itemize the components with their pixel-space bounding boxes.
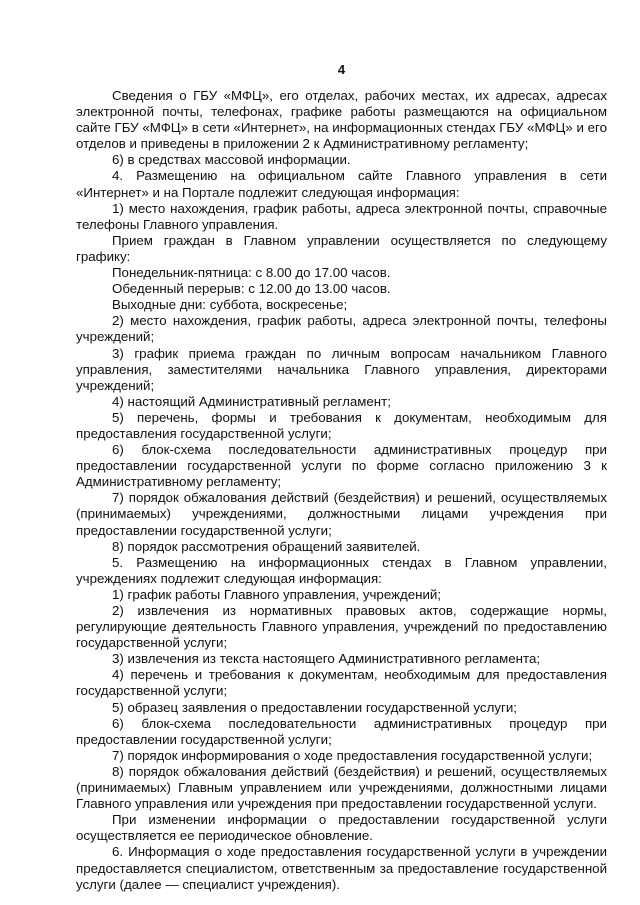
- paragraph: 4) настоящий Административный регламент;: [112, 393, 391, 409]
- paragraph: 3) график приема граждан по личным вопросам начальником Главного управления, заместителями начальника Главного управления, директорами учреждений;: [76, 345, 607, 393]
- paragraph: 7) порядок обжалования действий (бездействия) и решений, осуществляемых (принимаемых) учреждениями, должностными лицами учреждения при предоставлении государственной услуги;: [76, 490, 607, 538]
- paragraph: Обеденный перерыв: с 12.00 до 13.00 часов.: [112, 281, 391, 297]
- paragraph: 5. Размещению на информационных стендах в Главном управлении, учреждениях подлежит следующая информация:: [76, 554, 607, 586]
- paragraph: 2) извлечения из нормативных правовых актов, содержащие нормы, регулирующие деятельность Главного управления, учреждений по предоставлению государственной услуги;: [76, 603, 607, 651]
- paragraph: При изменении информации о предоставлении государственной услуги осуществляется ее периодическое обновление.: [76, 812, 607, 844]
- paragraph: 6) блок-схема последовательности административных процедур при предоставлении государственной услуги по форме согласно приложению 3 к Административному регламенту;: [76, 442, 607, 490]
- paragraph: 8) порядок рассмотрения обращений заявителей.: [112, 538, 421, 554]
- paragraph: 2) место нахождения, график работы, адреса электронной почты, телефоны учреждений;: [76, 313, 607, 345]
- document-body: [76, 88, 607, 893]
- paragraph: 5) перечень, формы и требования к документам, необходимым для предоставления государственной услуги;: [76, 409, 607, 441]
- paragraph: 5) образец заявления о предоставлении государственной услуги;: [112, 699, 517, 715]
- paragraph: 4. Размещению на официальном сайте Главного управления в сети «Интернет» и на Портале подлежит следующая информация:: [76, 168, 607, 200]
- paragraph: 8) порядок обжалования действий (бездействия) и решений, осуществляемых (принимаемых) Главным управлением или учреждениями, должностными лицами Главного управления или учреждения при предоставлении государственной услуги.: [76, 763, 607, 812]
- paragraph: 6. Информация о ходе предоставления государственной услуги в учреждении предоставляется специалистом, ответственным за предоставление государственной услуги (далее — специалист учреждения).: [76, 844, 607, 892]
- paragraph: 1) график работы Главного управления, учреждений;: [112, 586, 442, 602]
- paragraph: 7) порядок информирования о ходе предоставления государственной услуги;: [112, 747, 593, 763]
- paragraph: 6) блок-схема последовательности административных процедур при предоставлении государственной услуги;: [76, 715, 607, 747]
- paragraph: Сведения о ГБУ «МФЦ», его отделах, рабочих местах, их адресах, адресах электронной почты, телефонах, графике работы размещаются на официальном сайте ГБУ «МФЦ» в сети «Интернет», на информационных стендах ГБУ «МФЦ» и его отделов и приведены в приложении 2 к Административному регламенту;: [76, 88, 607, 152]
- page-number: 4: [337, 62, 346, 77]
- paragraph: 6) в средствах массовой информации.: [112, 152, 351, 168]
- paragraph: 3) извлечения из текста настоящего Административного регламента;: [112, 651, 541, 667]
- paragraph: Прием граждан в Главном управлении осуществляется по следующему графику:: [76, 232, 607, 264]
- paragraph: 1) место нахождения, график работы, адреса электронной почты, справочные телефоны Главного управления.: [76, 200, 607, 232]
- paragraph: Понедельник-пятница: с 8.00 до 17.00 часов.: [112, 265, 391, 281]
- paragraph: 4) перечень и требования к документам, необходимым для предоставления государственной услуги;: [76, 667, 607, 699]
- paragraph: Выходные дни: суббота, воскресенье;: [112, 297, 348, 313]
